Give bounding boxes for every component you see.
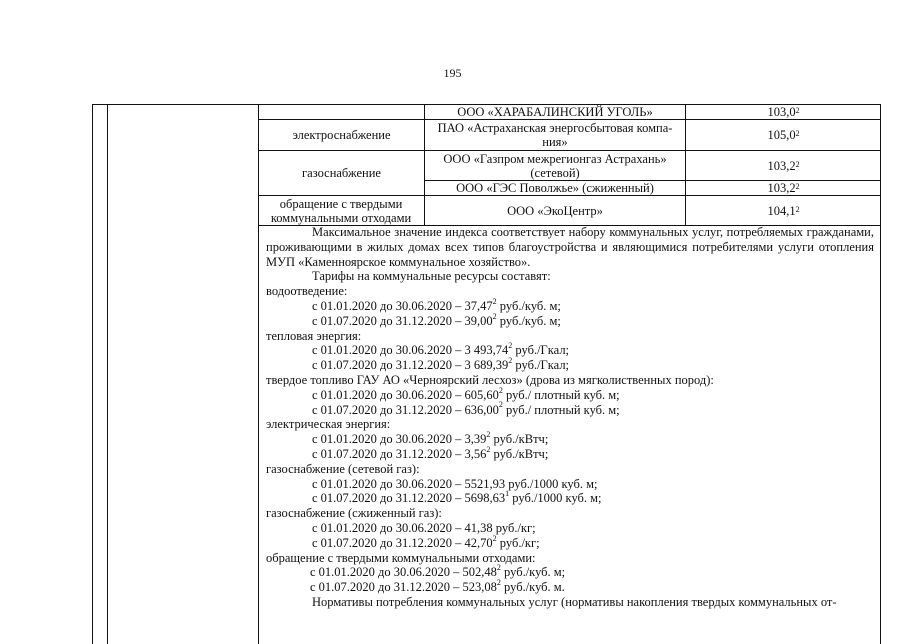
service-cell: обращение с твердыми коммунальными отходами	[270, 196, 412, 225]
tariff-line: с 01.01.2020 до 30.06.2020 – 605,60$^2$ руб./ плотный куб. м;	[312, 385, 620, 402]
supplier-cell: ООО «Газпром межрегионгаз Астрахань» (сетевой)	[443, 151, 667, 180]
service-cell: электроснабжение	[292, 128, 391, 142]
tariffs-intro: Тарифы на коммунальные ресурсы составят:	[312, 269, 551, 284]
tariff-line: с 01.01.2020 до 30.06.2020 – 37,47$^2$ руб./куб. м;	[312, 296, 561, 313]
index-cell: 105,0 $^2$	[767, 128, 800, 142]
index-cell: 103,2 $^2$	[767, 158, 800, 173]
tariff-line: с 01.07.2020 до 31.12.2020 – 523,08$^2$ руб./куб. м.	[310, 577, 565, 595]
index-paragraph: Максимальное значение индекса соответствует набору коммунальных услуг, потребляемых гражданами, проживающими в жилых домах всех типов благоустройства и являющимися потребителями услуги отопления МУП «Каменноярское коммунальное хозяйство».	[266, 225, 874, 269]
tariff-line: с 01.01.2020 до 30.06.2020 – 41,38 руб./кг;	[312, 520, 536, 535]
supplier-cell: ПАО «Астраханская энергосбытовая компа-ния»	[437, 121, 673, 149]
tariff-line: с 01.07.2020 до 31.12.2020 – 39,00$^2$ руб./куб. м;	[312, 311, 561, 328]
tariff-text-block	[266, 225, 874, 610]
section-title: тепловая энергия:	[266, 328, 362, 343]
section-title: водоотведение:	[266, 284, 348, 299]
tariff-line: с 01.07.2020 до 31.12.2020 – 42,70$^2$ руб./кг;	[312, 533, 540, 550]
index-cell: 103,2 $^2$	[767, 181, 800, 195]
section-title: газоснабжение (сетевой газ):	[266, 461, 420, 476]
index-cell: 103,0 $^2$	[767, 104, 800, 119]
column-rule	[107, 104, 108, 644]
tariff-line: с 01.07.2020 до 31.12.2020 – 3,56$^2$ руб./кВтч;	[312, 444, 549, 461]
service-cell: газоснабжение	[302, 166, 381, 180]
section-title: газоснабжение (сжиженный газ):	[266, 506, 442, 521]
tariff-line: с 01.01.2020 до 30.06.2020 – 3 493,74$^2$ руб./Гкал;	[312, 341, 570, 358]
section-title: твердое топливо ГАУ АО «Черноярский лесхоз» (дрова из мягколиственных пород):	[266, 372, 714, 387]
norms-paragraph-start: Нормативы потребления коммунальных услуг (нормативы накопления твердых коммунальных от-	[312, 594, 837, 609]
tariff-line: с 01.07.2020 до 31.12.2020 – 636,00$^2$ руб./ плотный куб. м;	[312, 400, 620, 417]
tariff-line: с 01.07.2020 до 31.12.2020 – 5698,63$^1$ руб./1000 куб. м;	[312, 489, 602, 506]
tariff-line: с 01.01.2020 до 30.06.2020 – 3,39$^2$ руб./кВтч;	[312, 430, 549, 447]
tariff-line: с 01.07.2020 до 31.12.2020 – 3 689,39$^2$ руб./Гкал;	[312, 356, 570, 373]
supplier-cell: ООО «ЭкоЦентр»	[507, 203, 603, 218]
tariff-line: с 01.01.2020 до 30.06.2020 – 502,48$^2$ руб./куб. м;	[310, 563, 566, 580]
section-title: электрическая энергия:	[266, 417, 391, 432]
section-title: обращение с твердыми коммунальными отходами:	[266, 550, 536, 565]
index-cell: 104,1 $^2$	[767, 203, 800, 218]
supplier-cell: ООО «ГЭС Поволжье» (сжиженный)	[456, 181, 654, 195]
tariff-line: с 01.01.2020 до 30.06.2020 – 5521,93 руб./1000 куб. м;	[312, 476, 598, 491]
page-number: 195	[443, 66, 462, 80]
supplier-cell: ООО «ХАРАБАЛИНСКИЙ УГОЛЬ»	[457, 104, 653, 119]
